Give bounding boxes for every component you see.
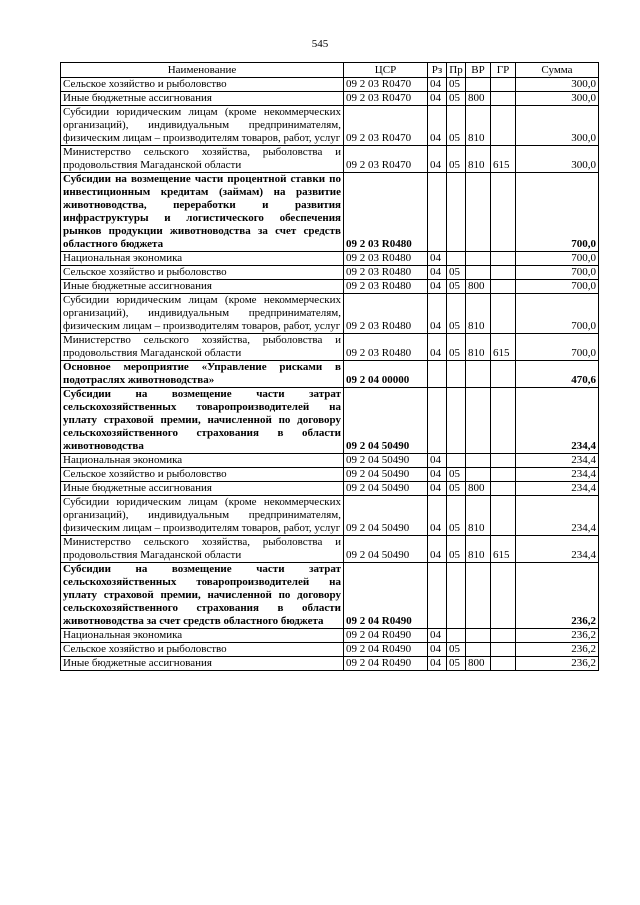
cell-gr: 615 bbox=[491, 536, 516, 563]
cell-rz: 04 bbox=[428, 146, 447, 173]
cell-rz bbox=[428, 361, 447, 388]
cell-pr: 05 bbox=[447, 482, 466, 496]
cell-name: Сельское хозяйство и рыболовство bbox=[61, 78, 344, 92]
cell-rz: 04 bbox=[428, 657, 447, 671]
cell-gr: 615 bbox=[491, 334, 516, 361]
cell-vr: 810 bbox=[466, 146, 491, 173]
cell-gr bbox=[491, 563, 516, 629]
header-csr: ЦСР bbox=[344, 63, 428, 78]
header-rz: Рз bbox=[428, 63, 447, 78]
cell-sum: 700,0 bbox=[516, 294, 599, 334]
table-row bbox=[61, 280, 599, 294]
cell-sum: 236,2 bbox=[516, 643, 599, 657]
cell-gr bbox=[491, 361, 516, 388]
cell-sum: 700,0 bbox=[516, 266, 599, 280]
cell-pr bbox=[447, 252, 466, 266]
cell-pr: 05 bbox=[447, 468, 466, 482]
cell-name: Иные бюджетные ассигнования bbox=[61, 92, 344, 106]
cell-name: Сельское хозяйство и рыболовство bbox=[61, 266, 344, 280]
cell-csr: 09 2 04 50490 bbox=[344, 454, 428, 468]
cell-vr bbox=[466, 266, 491, 280]
cell-vr: 800 bbox=[466, 92, 491, 106]
cell-rz bbox=[428, 173, 447, 252]
cell-name: Иные бюджетные ассигнования bbox=[61, 482, 344, 496]
table-row bbox=[61, 173, 599, 252]
header-sum: Сумма bbox=[516, 63, 599, 78]
table-row bbox=[61, 657, 599, 671]
cell-rz: 04 bbox=[428, 643, 447, 657]
cell-rz: 04 bbox=[428, 536, 447, 563]
cell-pr bbox=[447, 454, 466, 468]
cell-name: Субсидии юридическим лицам (кроме некоммерческих организаций), индивидуальным предпринимателям, физическим лицам – производителям товаров, работ, услуг bbox=[61, 106, 344, 146]
cell-sum: 234,4 bbox=[516, 496, 599, 536]
cell-sum: 236,2 bbox=[516, 563, 599, 629]
cell-sum: 234,4 bbox=[516, 388, 599, 454]
cell-vr: 810 bbox=[466, 536, 491, 563]
cell-name: Сельское хозяйство и рыболовство bbox=[61, 643, 344, 657]
cell-name: Министерство сельского хозяйства, рыболовства и продовольствия Магаданской области bbox=[61, 536, 344, 563]
table-row bbox=[61, 388, 599, 454]
cell-pr bbox=[447, 629, 466, 643]
cell-gr bbox=[491, 454, 516, 468]
cell-pr: 05 bbox=[447, 657, 466, 671]
cell-csr: 09 2 03 R0480 bbox=[344, 266, 428, 280]
cell-rz: 04 bbox=[428, 629, 447, 643]
cell-name: Национальная экономика bbox=[61, 629, 344, 643]
cell-rz: 04 bbox=[428, 78, 447, 92]
cell-sum: 700,0 bbox=[516, 280, 599, 294]
cell-sum: 234,4 bbox=[516, 482, 599, 496]
cell-pr: 05 bbox=[447, 280, 466, 294]
cell-sum: 236,2 bbox=[516, 657, 599, 671]
table-row bbox=[61, 361, 599, 388]
table-row bbox=[61, 496, 599, 536]
cell-csr: 09 2 04 50490 bbox=[344, 482, 428, 496]
cell-vr: 800 bbox=[466, 657, 491, 671]
cell-rz: 04 bbox=[428, 266, 447, 280]
cell-csr: 09 2 03 R0470 bbox=[344, 106, 428, 146]
cell-pr: 05 bbox=[447, 536, 466, 563]
cell-pr bbox=[447, 361, 466, 388]
cell-gr bbox=[491, 173, 516, 252]
cell-sum: 234,4 bbox=[516, 468, 599, 482]
cell-gr bbox=[491, 78, 516, 92]
cell-vr bbox=[466, 643, 491, 657]
cell-name: Национальная экономика bbox=[61, 454, 344, 468]
cell-gr bbox=[491, 252, 516, 266]
header-name: Наименование bbox=[61, 63, 344, 78]
cell-gr: 615 bbox=[491, 146, 516, 173]
cell-vr bbox=[466, 361, 491, 388]
cell-sum: 700,0 bbox=[516, 334, 599, 361]
cell-rz: 04 bbox=[428, 496, 447, 536]
cell-sum: 236,2 bbox=[516, 629, 599, 643]
cell-vr bbox=[466, 454, 491, 468]
cell-csr: 09 2 04 50490 bbox=[344, 536, 428, 563]
cell-gr bbox=[491, 266, 516, 280]
cell-vr bbox=[466, 629, 491, 643]
cell-pr: 05 bbox=[447, 496, 466, 536]
table-row bbox=[61, 146, 599, 173]
table-row bbox=[61, 536, 599, 563]
cell-sum: 234,4 bbox=[516, 536, 599, 563]
cell-csr: 09 2 04 50490 bbox=[344, 468, 428, 482]
cell-vr bbox=[466, 388, 491, 454]
cell-csr: 09 2 03 R0480 bbox=[344, 280, 428, 294]
cell-pr: 05 bbox=[447, 146, 466, 173]
cell-gr bbox=[491, 496, 516, 536]
cell-vr bbox=[466, 468, 491, 482]
cell-name: Иные бюджетные ассигнования bbox=[61, 280, 344, 294]
cell-name: Субсидии юридическим лицам (кроме некоммерческих организаций), индивидуальным предпринимателям, физическим лицам – производителям товаров, работ, услуг bbox=[61, 496, 344, 536]
cell-pr bbox=[447, 388, 466, 454]
cell-csr: 09 2 04 00000 bbox=[344, 361, 428, 388]
table-row bbox=[61, 78, 599, 92]
cell-csr: 09 2 04 R0490 bbox=[344, 657, 428, 671]
cell-vr: 810 bbox=[466, 294, 491, 334]
cell-rz bbox=[428, 563, 447, 629]
cell-gr bbox=[491, 106, 516, 146]
table-body bbox=[61, 78, 599, 671]
cell-name: Основное мероприятие «Управление рисками в подотраслях животноводства» bbox=[61, 361, 344, 388]
cell-name: Субсидии на возмещение части затрат сельскохозяйственных товаропроизводителей на уплату страховой премии, начисленной по договору сельскохозяйственного страхования в области животноводства bbox=[61, 388, 344, 454]
cell-sum: 700,0 bbox=[516, 173, 599, 252]
cell-csr: 09 2 03 R0470 bbox=[344, 146, 428, 173]
cell-csr: 09 2 03 R0470 bbox=[344, 92, 428, 106]
cell-rz: 04 bbox=[428, 468, 447, 482]
cell-name: Иные бюджетные ассигнования bbox=[61, 657, 344, 671]
cell-name: Субсидии юридическим лицам (кроме некоммерческих организаций), индивидуальным предпринимателям, физическим лицам – производителям товаров, работ, услуг bbox=[61, 294, 344, 334]
cell-csr: 09 2 04 50490 bbox=[344, 496, 428, 536]
cell-gr bbox=[491, 629, 516, 643]
table-row bbox=[61, 92, 599, 106]
cell-rz: 04 bbox=[428, 454, 447, 468]
cell-csr: 09 2 03 R0470 bbox=[344, 78, 428, 92]
cell-vr: 800 bbox=[466, 482, 491, 496]
table-row bbox=[61, 482, 599, 496]
cell-rz: 04 bbox=[428, 482, 447, 496]
table-row bbox=[61, 294, 599, 334]
cell-name: Субсидии на возмещение части процентной ставки по инвестиционным кредитам (займам) на развитие животноводства, переработки и развития инфраструктуры и логистического обеспечения рынков продукции животноводства за счет средств областного бюджета bbox=[61, 173, 344, 252]
cell-name: Министерство сельского хозяйства, рыболовства и продовольствия Магаданской области bbox=[61, 146, 344, 173]
cell-pr: 05 bbox=[447, 92, 466, 106]
table-row bbox=[61, 643, 599, 657]
cell-gr bbox=[491, 92, 516, 106]
table-row bbox=[61, 629, 599, 643]
cell-csr: 09 2 04 R0490 bbox=[344, 643, 428, 657]
cell-rz: 04 bbox=[428, 334, 447, 361]
cell-pr: 05 bbox=[447, 643, 466, 657]
cell-sum: 234,4 bbox=[516, 454, 599, 468]
cell-pr bbox=[447, 173, 466, 252]
cell-pr: 05 bbox=[447, 78, 466, 92]
table-row bbox=[61, 563, 599, 629]
cell-name: Сельское хозяйство и рыболовство bbox=[61, 468, 344, 482]
table-row bbox=[61, 106, 599, 146]
cell-sum: 300,0 bbox=[516, 78, 599, 92]
cell-csr: 09 2 03 R0480 bbox=[344, 334, 428, 361]
table-row bbox=[61, 454, 599, 468]
table-row bbox=[61, 468, 599, 482]
table-header-row bbox=[61, 63, 599, 78]
cell-csr: 09 2 04 R0490 bbox=[344, 563, 428, 629]
cell-pr: 05 bbox=[447, 266, 466, 280]
cell-csr: 09 2 04 R0490 bbox=[344, 629, 428, 643]
page-number: 545 bbox=[311, 38, 329, 50]
cell-name: Субсидии на возмещение части затрат сельскохозяйственных товаропроизводителей на уплату страховой премии, начисленной по договору сельскохозяйственного страхования в области животноводства за счет средств областного бюджета bbox=[61, 563, 344, 629]
cell-sum: 300,0 bbox=[516, 146, 599, 173]
cell-rz bbox=[428, 388, 447, 454]
cell-gr bbox=[491, 388, 516, 454]
cell-pr: 05 bbox=[447, 334, 466, 361]
cell-csr: 09 2 04 50490 bbox=[344, 388, 428, 454]
cell-gr bbox=[491, 280, 516, 294]
table-row bbox=[61, 334, 599, 361]
cell-rz: 04 bbox=[428, 92, 447, 106]
cell-sum: 700,0 bbox=[516, 252, 599, 266]
cell-gr bbox=[491, 482, 516, 496]
cell-rz: 04 bbox=[428, 252, 447, 266]
cell-sum: 300,0 bbox=[516, 92, 599, 106]
cell-vr bbox=[466, 563, 491, 629]
cell-csr: 09 2 03 R0480 bbox=[344, 173, 428, 252]
cell-vr: 810 bbox=[466, 106, 491, 146]
cell-rz: 04 bbox=[428, 106, 447, 146]
cell-vr bbox=[466, 252, 491, 266]
cell-vr bbox=[466, 78, 491, 92]
cell-sum: 470,6 bbox=[516, 361, 599, 388]
cell-pr: 05 bbox=[447, 294, 466, 334]
cell-name: Министерство сельского хозяйства, рыболовства и продовольствия Магаданской области bbox=[61, 334, 344, 361]
cell-rz: 04 bbox=[428, 294, 447, 334]
header-vr: ВР bbox=[466, 63, 491, 78]
table-row bbox=[61, 266, 599, 280]
cell-gr bbox=[491, 657, 516, 671]
cell-vr: 810 bbox=[466, 334, 491, 361]
cell-csr: 09 2 03 R0480 bbox=[344, 252, 428, 266]
table-row bbox=[61, 252, 599, 266]
cell-pr bbox=[447, 563, 466, 629]
cell-gr bbox=[491, 468, 516, 482]
header-gr: ГР bbox=[491, 63, 516, 78]
cell-vr: 800 bbox=[466, 280, 491, 294]
cell-sum: 300,0 bbox=[516, 106, 599, 146]
budget-table bbox=[60, 62, 599, 671]
header-pr: Пр bbox=[447, 63, 466, 78]
cell-name: Национальная экономика bbox=[61, 252, 344, 266]
cell-rz: 04 bbox=[428, 280, 447, 294]
cell-pr: 05 bbox=[447, 106, 466, 146]
cell-csr: 09 2 03 R0480 bbox=[344, 294, 428, 334]
cell-gr bbox=[491, 294, 516, 334]
cell-gr bbox=[491, 643, 516, 657]
cell-vr: 810 bbox=[466, 496, 491, 536]
cell-vr bbox=[466, 173, 491, 252]
